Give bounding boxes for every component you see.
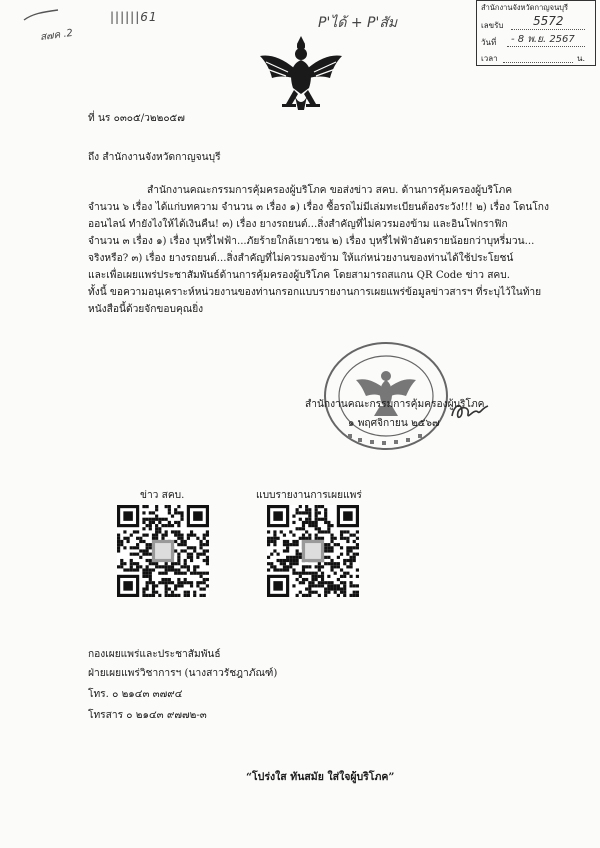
body-line-5: จริงหรือ? ๓) เรื่อง ยางรถยนต์...สิ่งสำคัญที่ไม่ควรมองข้าม ให้แก่หน่วยงานของท่านได้ใช้ประโยชน์ (88, 253, 514, 264)
receipt-date-label: วันที่ (481, 38, 497, 47)
receipt-time-label: เวลา (481, 54, 498, 63)
body-line-3: ออนไลน์ ทำยังไงให้ได้เงินคืน! ๓) เรื่อง ยางรถยนต์...สิ่งสำคัญที่ไม่ควรมองข้าม และอินโฟกราฟิก (88, 219, 508, 230)
corner-scribble: ส๗ค .2 (39, 27, 74, 44)
body-line-2: จำนวน ๖ เรื่อง ได้แก่บทความ จำนวน ๓ เรื่อง ๑) เรื่อง ซื้อรถไม่มีเล่มทะเบียนต้องระวัง!!! ๒) เรื่อง โดนโกง (88, 202, 549, 213)
handwritten-note: P'ได้ + P'สัม (318, 15, 398, 31)
recipient-line: ถึง สำนักงานจังหวัดกาญจนบุรี (88, 152, 221, 163)
footer-division: กองเผยแพร่และประชาสัมพันธ์ (88, 649, 221, 660)
body-line-7: ทั้งนี้ ขอความอนุเคราะห์หน่วยงานของท่านกรอกแบบรายงานการเผยแพร่ข้อมูลข่าวสารฯ ที่ระบุไว้ในท้าย (88, 287, 542, 298)
official-seal (322, 340, 450, 452)
footer-slogan: “โปร่งใส ทันสมัย ใส่ใจผู้บริโภค” (246, 771, 395, 783)
receipt-stamp (476, 0, 596, 66)
corner-scribble-mark (22, 8, 62, 24)
body-line-8: หนังสือนี้ด้วยจักขอบคุณยิ่ง (88, 304, 204, 315)
receipt-number-label: เลขรับ (481, 21, 504, 30)
document-number: ที่ นร ๐๓๐๕/ว๒๒๐๕๗ (88, 113, 185, 124)
qr-label-news: ข่าว สคบ. (140, 490, 185, 501)
body-line-4: จำนวน ๓ เรื่อง ๑) เรื่อง บุหรี่ไฟฟ้า...ภัยร้ายใกล้เยาวชน ๒) เรื่อง บุหรี่ไฟฟ้าอันตรายน้อยกว่าบุหรี่มวน... (88, 236, 535, 247)
footer-fax: โทรสาร ๐ ๒๑๔๓ ๙๗๗๒-๓ (88, 710, 207, 721)
receipt-stamp-header: สำนักงานจังหวัดกาญจนบุรี (481, 3, 568, 12)
tally-marks: ||||||61 (110, 10, 158, 24)
body-line-6: และเพื่อเผยแพร่ประชาสัมพันธ์ด้านการคุ้มครองผู้บริโภค โดยสามารถสแกน QR Code ข่าว สคบ. (88, 270, 510, 281)
footer-section: ฝ่ายเผยแพร่วิชาการฯ (นางสาวรัชฎาภัณฑ์) (88, 668, 278, 679)
receipt-time-unit: น. (577, 54, 586, 63)
qr-code-report[interactable] (267, 505, 359, 597)
garuda-emblem-icon (258, 32, 344, 114)
receipt-date-value: - 8 พ.ย. 2567 (511, 34, 575, 45)
qr-label-report: แบบรายงานการเผยแพร่ (256, 490, 362, 501)
receipt-number-value: 5572 (533, 14, 564, 28)
handwritten-signature (448, 398, 492, 424)
signature-date: ๑ พฤศจิกายน ๒๕๖๗ (348, 418, 440, 429)
signature-office: สำนักงานคณะกรรมการคุ้มครองผู้บริโภค (305, 399, 485, 410)
footer-phone: โทร. ๐ ๒๑๔๓ ๓๗๙๔ (88, 689, 183, 700)
qr-code-news[interactable] (117, 505, 209, 597)
body-line-1: สำนักงานคณะกรรมการคุ้มครองผู้บริโภค ขอส่งข่าว สคบ. ด้านการคุ้มครองผู้บริโภค (147, 185, 513, 196)
